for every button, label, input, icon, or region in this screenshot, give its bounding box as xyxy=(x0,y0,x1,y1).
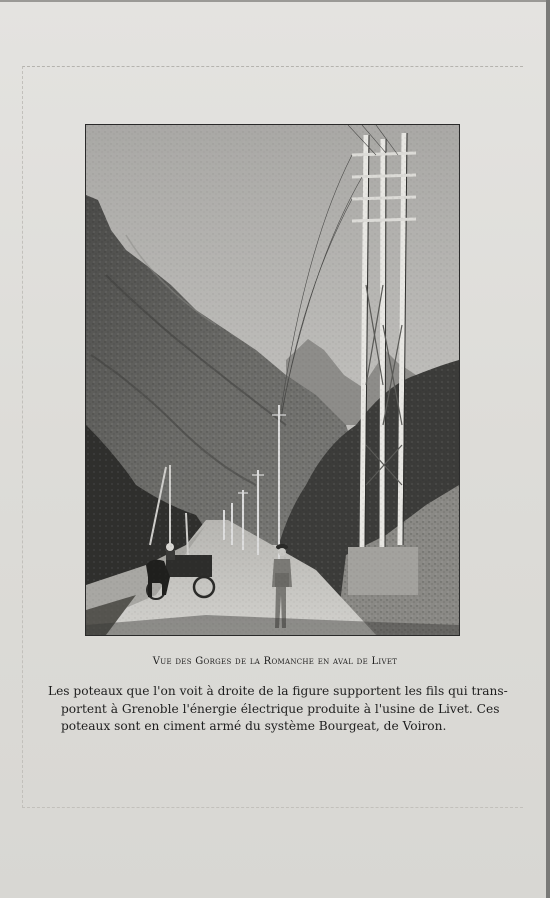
paragraph-line-1: Les poteaux que l'on voit à droite de la figure supportent les fils qui trans- xyxy=(48,684,508,698)
page-right-edge xyxy=(546,0,550,898)
photograph-illustration xyxy=(86,125,459,635)
photograph xyxy=(85,124,460,636)
paragraph-line-3: poteaux sont en ciment armé du système Bourgeat, de Voiron. xyxy=(61,719,447,733)
body-paragraph xyxy=(48,683,508,736)
paragraph-line-2: portent à Grenoble l'énergie électrique produite à l'usine de Livet. Ces xyxy=(61,701,500,716)
figure-caption: Vue des Gorges de la Romanche en aval de Livet xyxy=(152,656,398,667)
page-top-edge xyxy=(0,0,550,2)
